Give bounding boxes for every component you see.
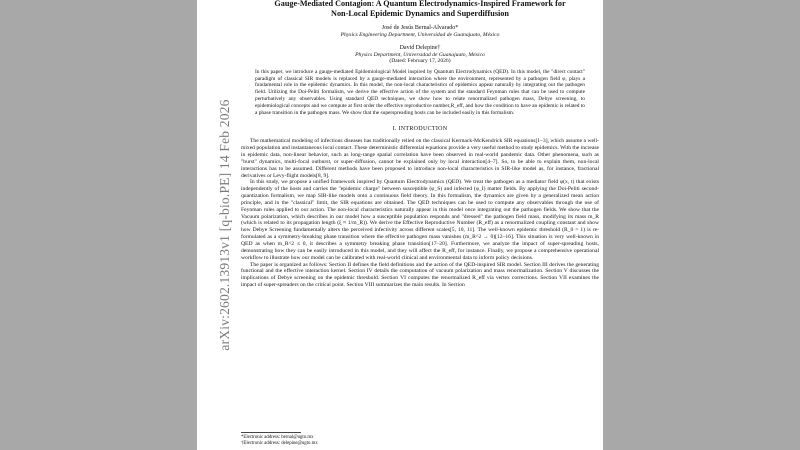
section-heading-introduction: I. INTRODUCTION — [392, 126, 448, 133]
intro-paragraph-2: In this study, we propose a unified framework inspired by Quantum Electrodynamics (QED). We treat the pathogen as a mediator field φ(x, t) that exists independently of the hosts and carries the "epidemic charge" between susceptible (φ_S) and infected (φ_I) matter fields. By applying the Doi-Peliti second-quantization formalism, we map SIR-like models onto a continuous field theory. In this formalism, the dynamics are given by a generalized mean action principle, and in the "classical" limit, the SIR equations are obtained. The QED techniques can be used to compute any observables through the use of Feynman rules applied to our action. The non-local characteristics naturally appear in this model once integrating out the pathogen fields. We show that the Vacuum polarization, which describes in our model how a susceptible population responds and "dressed" the pathogen field mass, modifying its mass m_R (which is related to its propagation length (ξ ≈ 1/m_R)). We derive the Effective Reproductive Number (R_eff) as a renormalized coupling constant and show how Debye Screening fundamentally alters the perceived infectivity across different scales[5, 10, 11]. The well-known epidemic threshold (R_0 = 1) is re-formulated as a symmetry-breaking phase transition where the effective pathogen mass vanishes (m_R^2 → 0)[12–16]. This situation is very well-known in QED as when m_R^2 ≤ 0, it describes a symmetry breaking phase transition[17–20]. Furthermore, we analyze the impact of super-spreading hosts, demonstrating how they can be easily introduced in this model, and they will affect the R_eff, for instance. Finally, we propose a comprehensive operational workflow to illustrate how our model can be calibrated with real-world clinical and environmental data to inform policy decisions. — [241, 179, 599, 261]
title-line-1: Gauge-Mediated Contagion: A Quantum Electrodynamics-Inspired Framework for — [274, 0, 566, 8]
arxiv-stamp — [215, 30, 235, 420]
author-2-name: David Delepine† — [399, 44, 441, 51]
footnote-2: †Electronic address: delepine@ugto.mx — [241, 441, 318, 446]
intro-paragraph-1: The mathematical modeling of infectious diseases has traditionally relied on the classical Kermack-McKendrick SIR equations[1–3], which assume a well-mixed population and instantaneous local contact. These deterministic differential equations provide a very useful method to study epidemics. With the increase in epidemic data, non-linear behavior, such as long-range spatial correlation have been observed in real-world pandemic data. Other phenomena, such as "burst" dynamics, multi-focal outburst, or super-diffusion, cannot be explained only by local interaction[4–7]. So, to be able to explain them, non-local interactions has to be assumed. Different methods have been proposed to introduce non-local characteristics in SIR-like model as, for instance, fractional derivatives or Levy-flight models[8, 9]. — [241, 138, 599, 179]
footnotes — [241, 432, 599, 447]
paper-title — [241, 0, 599, 18]
page-content — [241, 0, 599, 289]
paper-date: (Dated: February 17, 2026) — [389, 58, 451, 65]
author-1-affiliation: Physics Engineering Department, Universidad de Guanajuato, México — [340, 32, 500, 38]
abstract: In this paper, we introduce a gauge-mediated Epidemiological Model inspired by Quantum Electrodynamics (QED). In this model, the "direct contact" paradigm of classical SIR models is replaced by a gauge-mediated interaction where the environment, represented by a pathogen field φ, plays a fundamental role in the epidemic dynamics. In this model, the non-local characteristics of epidemics appear naturally by integrating out the pathogen field. Utilizing the Doi-Peliti formalism, we derive the effective action of the system and the standard Feynman rules that can be used to compute perturbatively any observables. Using standard QED techniques, we show how to relate renormalized pathogen mass, Debye screening, to epidemiological concepts and we compute at first order the effective reproductive number,R_eff, and how the condition to have an epidemic is related to a phase transition in the pathogen mass. We show that the superspreading hosts can be included easily in this formalism. — [255, 68, 585, 116]
footnote-1: *Electronic address: bernal@ugto.mx — [241, 435, 314, 440]
title-line-2: Non-Local Epidemic Dynamics and Superdiffusion — [331, 8, 509, 18]
author-2-affiliation: Physics Department, Universidad de Guanajuato, México — [355, 51, 485, 58]
arxiv-stamp-text: arXiv:2602.13913v1 [q-bio.PE] 14 Feb 2026 — [217, 99, 232, 351]
footnote-rule — [241, 432, 301, 433]
intro-paragraph-3: The paper is organized as follows: Section II defines the field definitions and the action of the QED-inspired SIR model. Section III derives the generating functional and the effective interaction kernel. Section IV details the computation of vacuum polarization and mass renormalization. Section V discusses the implications of Debye screening on the epidemic threshold. Section VI computes the renormalized R_eff via vertex corrections. Section VII examines the impact of super-spreaders on the critical point. Section VIII summarizes the main results. In Section — [241, 261, 599, 289]
paper-page — [197, 0, 603, 450]
author-1-name: José de Jesús Bernal-Alvarado* — [381, 25, 459, 31]
